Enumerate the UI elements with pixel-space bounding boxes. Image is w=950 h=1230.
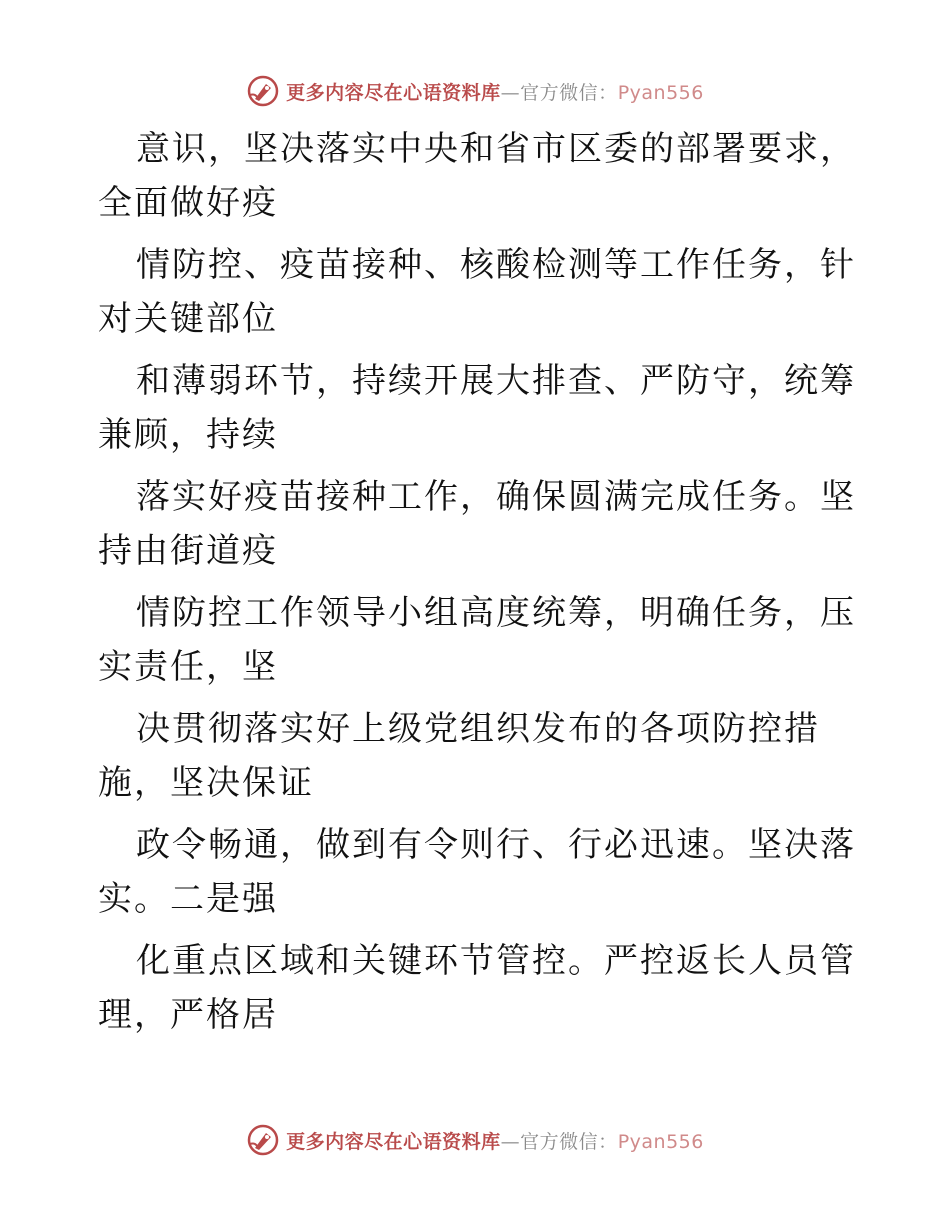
watermark-separator: — [500,1130,521,1153]
watermark-separator: — [500,81,521,104]
watermark-text [286,1127,704,1154]
watermark-wechat-label: 官方微信： [520,81,618,104]
pen-nib-logo-icon [246,74,280,108]
watermark-text [286,78,704,105]
watermark-site-name: 更多内容尽在心语资料库 [286,1130,501,1153]
paragraph: 落实好疫苗接种工作，确保圆满完成任务。坚持由街道疫 [98,477,856,571]
paragraph: 情防控、疫苗接种、核酸检测等工作任务，针对关键部位 [98,245,856,339]
paragraph: 和薄弱环节，持续开展大排查、严防守，统筹兼顾，持续 [98,361,856,455]
watermark-wechat-label: 官方微信： [520,1130,618,1153]
document-body [98,122,858,1050]
watermark-wechat-id: Pyan556 [617,1130,704,1153]
watermark-site-name: 更多内容尽在心语资料库 [286,81,501,104]
footer-watermark [0,1120,950,1160]
paragraph: 化重点区域和关键环节管控。严控返长人员管理，严格居 [98,941,856,1035]
header-watermark [0,71,950,111]
watermark-wechat-id: Pyan556 [617,81,704,104]
paragraph: 决贯彻落实好上级党组织发布的各项防控措施，坚决保证 [98,709,820,803]
paragraph: 政令畅通，做到有令则行、行必迅速。坚决落实。二是强 [98,825,856,919]
paragraph: 意识，坚决落实中央和省市区委的部署要求，全面做好疫 [98,129,856,223]
pen-nib-logo-icon [246,1123,280,1157]
paragraph: 情防控工作领导小组高度统筹，明确任务，压实责任，坚 [98,593,856,687]
